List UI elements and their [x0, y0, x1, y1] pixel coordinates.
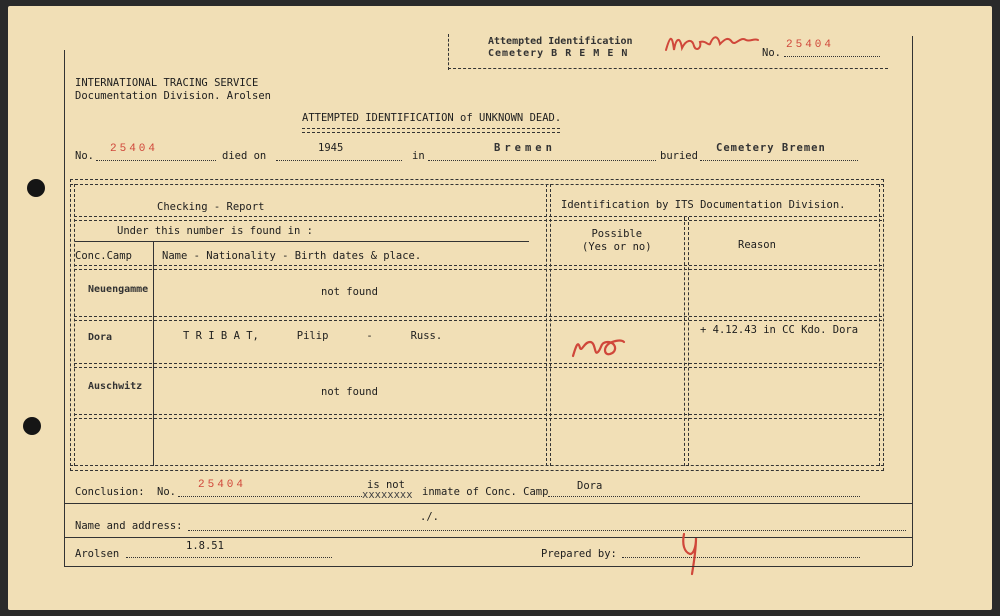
col-divider-reason — [684, 217, 685, 466]
table-row-3-name: not found — [321, 386, 378, 398]
header-divider-2 — [74, 220, 882, 221]
stamp-line-2: Cemetery B R E M E N — [488, 48, 629, 59]
record-no-label: No. — [75, 150, 94, 162]
table-bottom-1 — [70, 465, 884, 466]
found-in-underline — [75, 241, 529, 242]
col-possible-header: Possible (Yes or no) — [582, 228, 652, 253]
record-no-dots — [96, 160, 216, 161]
right-rule — [912, 36, 913, 566]
conclusion-camp: Dora — [577, 480, 603, 492]
conclusion-no-value: 25404 — [198, 479, 247, 491]
table-row-2-reason: + 4.12.43 in CC Kdo. Dora — [700, 324, 859, 336]
table-row-3-camp: Auschwitz — [88, 381, 143, 392]
row-divider-1 — [74, 316, 882, 317]
died-value: 1945 — [318, 142, 344, 154]
header-divider-1 — [74, 216, 882, 217]
prepared-by-label: Prepared by: — [541, 548, 617, 560]
table-right-2 — [879, 184, 880, 466]
prepared-by-dots — [622, 557, 860, 558]
left-rule — [64, 50, 65, 566]
footer-date: 1.8.51 — [186, 540, 224, 552]
table-row-2-possible-handwritten — [570, 330, 626, 364]
table-bottom-2 — [70, 470, 884, 471]
checking-header: Checking - Report — [157, 201, 265, 213]
table-row-2-camp: Dora — [88, 332, 113, 343]
buried-label: buried — [660, 150, 698, 162]
in-label: in — [412, 150, 425, 162]
found-in-label: Under this number is found in : — [117, 225, 313, 237]
table-left — [70, 179, 71, 471]
col-name-header: Name - Nationality - Birth dates & place. — [162, 250, 422, 262]
footer-place: Arolsen — [75, 548, 120, 560]
table-right — [883, 179, 884, 471]
table-top-1 — [70, 179, 884, 180]
col-camp-header: Conc.Camp — [75, 250, 132, 262]
table-top-2 — [70, 184, 884, 185]
row-divider-2 — [74, 363, 882, 364]
punch-hole-top — [27, 179, 45, 197]
col-reason-header: Reason — [738, 239, 776, 251]
died-dots — [276, 160, 402, 161]
stamp-box-left — [448, 34, 449, 70]
buried-value: Cemetery Bremen — [716, 142, 826, 154]
ident-header: Identification by ITS Documentation Division. — [561, 199, 846, 211]
name-address-dots — [188, 530, 906, 531]
colhead-divider-2 — [74, 269, 882, 270]
row-divider-1b — [74, 320, 882, 321]
in-dots — [428, 160, 656, 161]
colhead-divider-1 — [74, 265, 882, 266]
record-no-value: 25404 — [110, 143, 159, 155]
conclusion-is-not: is not — [367, 479, 405, 491]
stamp-no-value: 25404 — [786, 39, 835, 51]
bottom-rule — [64, 566, 912, 567]
conclusion-camp-dots — [548, 496, 860, 497]
title-underline-1 — [302, 128, 560, 129]
conclusion-no-label: No. — [157, 486, 176, 498]
prepared-by-signature — [678, 530, 708, 580]
org-line-1: INTERNATIONAL TRACING SERVICE — [75, 77, 259, 89]
stamp-no-dots — [784, 56, 880, 57]
col-divider-ident-2 — [550, 184, 551, 466]
buried-dots — [700, 160, 858, 161]
name-address-rule — [64, 537, 912, 538]
col-divider-reason-2 — [688, 217, 689, 466]
name-address-value: ./. — [420, 511, 439, 523]
died-label: died on — [222, 150, 267, 162]
row-divider-3b — [74, 418, 882, 419]
table-row-1-name: not found — [321, 286, 378, 298]
footer-date-dots — [126, 557, 332, 558]
stamp-line-1: Attempted Identification — [488, 36, 633, 47]
row-divider-3 — [74, 414, 882, 415]
conclusion-rule — [64, 503, 912, 504]
col-divider-ident — [546, 184, 547, 466]
stamp-no-label: No. — [762, 47, 781, 59]
name-address-label: Name and address: — [75, 520, 183, 532]
table-row-1-camp: Neuengamme — [88, 284, 149, 295]
stamp-box-bottom — [448, 68, 888, 69]
org-line-2: Documentation Division. Arolsen — [75, 90, 271, 102]
title-underline-2 — [302, 132, 560, 133]
table-left-2 — [74, 184, 75, 466]
conclusion-no-dots — [178, 496, 362, 497]
table-row-2-name: T R I B A T, Pilip - Russ. — [183, 330, 443, 342]
conclusion-label: Conclusion: — [75, 486, 145, 498]
conclusion-inmate: inmate of Conc. Camp — [422, 486, 549, 498]
col-divider-camp — [153, 242, 154, 466]
row-divider-2b — [74, 367, 882, 368]
conclusion-struck: xxxxxxxx — [362, 489, 413, 501]
punch-hole-bottom — [23, 417, 41, 435]
in-value: Bremen — [494, 142, 556, 154]
handwritten-none — [662, 28, 762, 62]
page-title: ATTEMPTED IDENTIFICATION of UNKNOWN DEAD. — [302, 112, 562, 124]
